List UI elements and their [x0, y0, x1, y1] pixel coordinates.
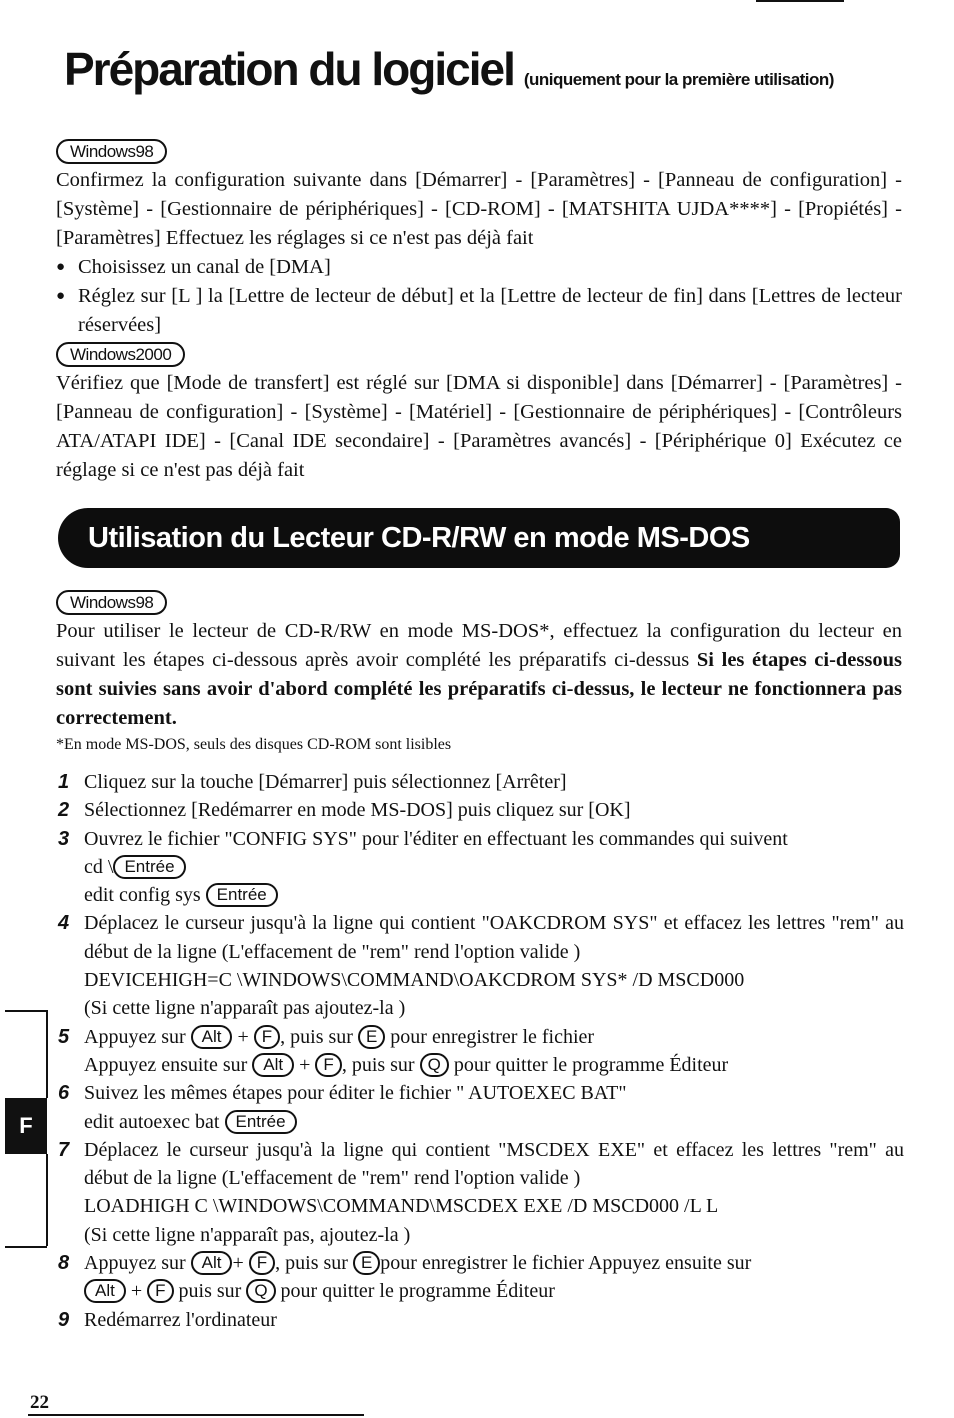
alt-key: Alt — [191, 1025, 233, 1049]
step-3 — [58, 825, 904, 910]
step-2 — [58, 796, 904, 824]
step-text: Redémarrez l'ordinateur — [84, 1308, 277, 1331]
f-key: F — [249, 1251, 275, 1275]
enter-key: Entrée — [206, 883, 278, 907]
step-number: 1 — [58, 771, 70, 793]
title-subtitle: (uniquement pour la première utilisation) — [523, 70, 834, 89]
e-key: E — [358, 1025, 385, 1049]
page-number: 22 — [30, 1392, 49, 1413]
step-text: pour quitter le programme Éditeur — [280, 1280, 555, 1303]
step-text: Appuyez ensuite sur — [84, 1053, 248, 1076]
step-number: 2 — [58, 799, 70, 822]
step-number: 4 — [58, 912, 70, 935]
f-key: F — [315, 1053, 341, 1077]
section-software-prep — [56, 137, 902, 485]
step-text: puis sur — [178, 1280, 242, 1303]
alt-key: Alt — [191, 1251, 233, 1275]
bullet-icon: ● — [56, 288, 66, 304]
step-text: Appuyez sur — [84, 1025, 186, 1048]
step-1 — [58, 768, 904, 796]
step-5: 5 Appuyez sur Alt + F , puis sur E pour enregistrer le fichier Appuyez ensuite sur Alt + F , puis sur Q pour quitter le programme Éditeur — [58, 1023, 904, 1080]
step-7 — [58, 1136, 904, 1249]
step-9 — [58, 1306, 904, 1334]
step-text: pour enregistrer le fichier Appuyez ensuite sur — [380, 1252, 752, 1275]
step-text: Déplacez le curseur jusqu'à la ligne qui contient "MSCDEX EXE" et effacez les lettres "rem" au début de la ligne (L'effacement de "rem" rend l'option valide ) — [84, 1138, 904, 1190]
top-rule — [756, 0, 844, 2]
step-text: , puis sur — [275, 1252, 348, 1275]
step-text: , puis sur — [280, 1025, 353, 1048]
alt-key: Alt — [84, 1279, 126, 1303]
steps-list — [58, 768, 904, 1334]
step-number: 7 — [58, 1138, 70, 1161]
q-key: Q — [246, 1279, 275, 1303]
section-banner: Utilisation du Lecteur CD-R/RW en mode MS-DOS — [58, 508, 900, 568]
enter-key: Entrée — [113, 855, 185, 879]
footnote: *En mode MS-DOS, seuls des disques CD-ROM sont lisibles — [56, 736, 452, 753]
step-number: 6 — [58, 1082, 70, 1105]
step-number: 8 — [58, 1252, 70, 1275]
f-key: F — [147, 1279, 173, 1303]
section-index-tab: F — [5, 1098, 47, 1154]
step-text: pour enregistrer le fichier — [390, 1025, 595, 1048]
e-key: E — [353, 1251, 380, 1275]
bullet-text: Choisissez un canal de [DMA] — [78, 256, 331, 278]
code-line: LOADHIGH C \WINDOWS\COMMAND\MSCDEX EXE /D MSCD000 /L L — [84, 1195, 719, 1218]
step-text: , puis sur — [341, 1053, 415, 1076]
step-text: Déplacez le curseur jusqu'à la ligne qui contient "OAKCDROM SYS" et effacez les lettres "rem" au début de la ligne (L'effacement de "rem" rend l'option valide ) — [84, 912, 904, 963]
step-6 — [58, 1079, 904, 1136]
step-number: 3 — [58, 827, 70, 850]
step-text: Suivez les mêmes étapes pour éditer le fichier " AUTOEXEC BAT" — [84, 1082, 627, 1105]
step-text: Appuyez sur — [84, 1252, 186, 1275]
intro-normal: Pour utiliser le lecteur de CD-R/RW en mode MS-DOS*, effectuez la configuration du lecteur en suivant les étapes ci-dessous après avoir complété les préparatifs ci-dessus — [56, 620, 902, 671]
windows98-badge: Windows98 — [56, 590, 167, 615]
bullet-item — [56, 282, 902, 340]
step-note: (Si cette ligne n'apparaît pas ajoutez-la ) — [84, 997, 406, 1020]
bullet-text: Réglez sur [L ] la [Lettre de lecteur de début] et la [Lettre de lecteur de fin] dans [Lettres de lecteur réservées] — [78, 285, 902, 336]
windows98-badge: Windows98 — [56, 139, 167, 164]
step-note: (Si cette ligne n'apparaît pas, ajoutez-la ) — [84, 1223, 411, 1246]
step-text: Cliquez sur la touche [Démarrer] puis sélectionnez [Arrêter] — [84, 771, 567, 793]
code-line: DEVICEHIGH=C \WINDOWS\COMMAND\OAKCDROM SYS* /D MSCD000 — [84, 969, 745, 992]
side-rule-vertical — [46, 1154, 48, 1246]
windows2000-badge: Windows2000 — [56, 342, 185, 367]
enter-key: Entrée — [225, 1110, 297, 1134]
intro-warning: Si les étapes ci-dessous sont suivies sans avoir d'abord complété les préparatifs ci-dessus, le lecteur ne fonctionnera pas correctement. — [56, 649, 902, 729]
bullet-icon: ● — [56, 259, 66, 275]
command-text: edit config sys — [84, 884, 201, 907]
win98-instructions: Confirmez la configuration suivante dans [Démarrer] - [Paramètres] - [Panneau de configuration] - [Système] - [Gestionnaire de périphériques] - [CD-ROM] - [MATSHITA UJDA****] - [Propiétés] - [Paramètres] Effectuez les réglages si ce n'est pas déjà fait — [56, 169, 902, 249]
section-msdos-intro — [56, 588, 902, 757]
title-main: Préparation du logiciel — [64, 43, 514, 95]
bullet-item — [56, 253, 902, 282]
step-text: pour quitter le programme Éditeur — [453, 1053, 729, 1076]
step-text: Ouvrez le fichier "CONFIG SYS" pour l'éditer en effectuant les commandes qui suivent — [84, 827, 788, 850]
step-number: 9 — [58, 1308, 70, 1331]
step-text: Sélectionnez [Redémarrer en mode MS-DOS] puis cliquez sur [OK] — [84, 799, 631, 822]
msdos-intro-text — [56, 617, 902, 733]
win2000-instructions: Vérifiez que [Mode de transfert] est réglé sur [DMA si disponible] dans [Démarrer] - [Paramètres] - [Panneau de configuration] - [Système] - [Matériel] - [Gestionnaire de périphériques] - [Contrôleurs ATA/ATAPI IDE] - [Canal IDE secondaire] - [Paramètres avancés] - [Périphérique 0] Exécutez ce réglage si ce n'est pas déjà fait — [56, 372, 902, 481]
command-text: cd \ — [84, 855, 114, 878]
step-number: 5 — [58, 1025, 70, 1048]
f-key: F — [254, 1025, 280, 1049]
q-key: Q — [420, 1053, 449, 1077]
side-rule-top — [5, 1010, 47, 1012]
step-8: 8 Appuyez sur Alt + F , puis sur E pour enregistrer le fichier Appuyez ensuite sur Alt + F puis sur Q pour quitter le programme Éditeur — [58, 1249, 904, 1306]
alt-key: Alt — [252, 1053, 294, 1077]
step-4 — [58, 909, 904, 1022]
bottom-rule — [28, 1414, 364, 1416]
side-rule-bottom — [5, 1246, 47, 1248]
side-rule-vertical — [46, 1010, 48, 1098]
command-text: edit autoexec bat — [84, 1110, 220, 1133]
page-title — [64, 42, 834, 96]
